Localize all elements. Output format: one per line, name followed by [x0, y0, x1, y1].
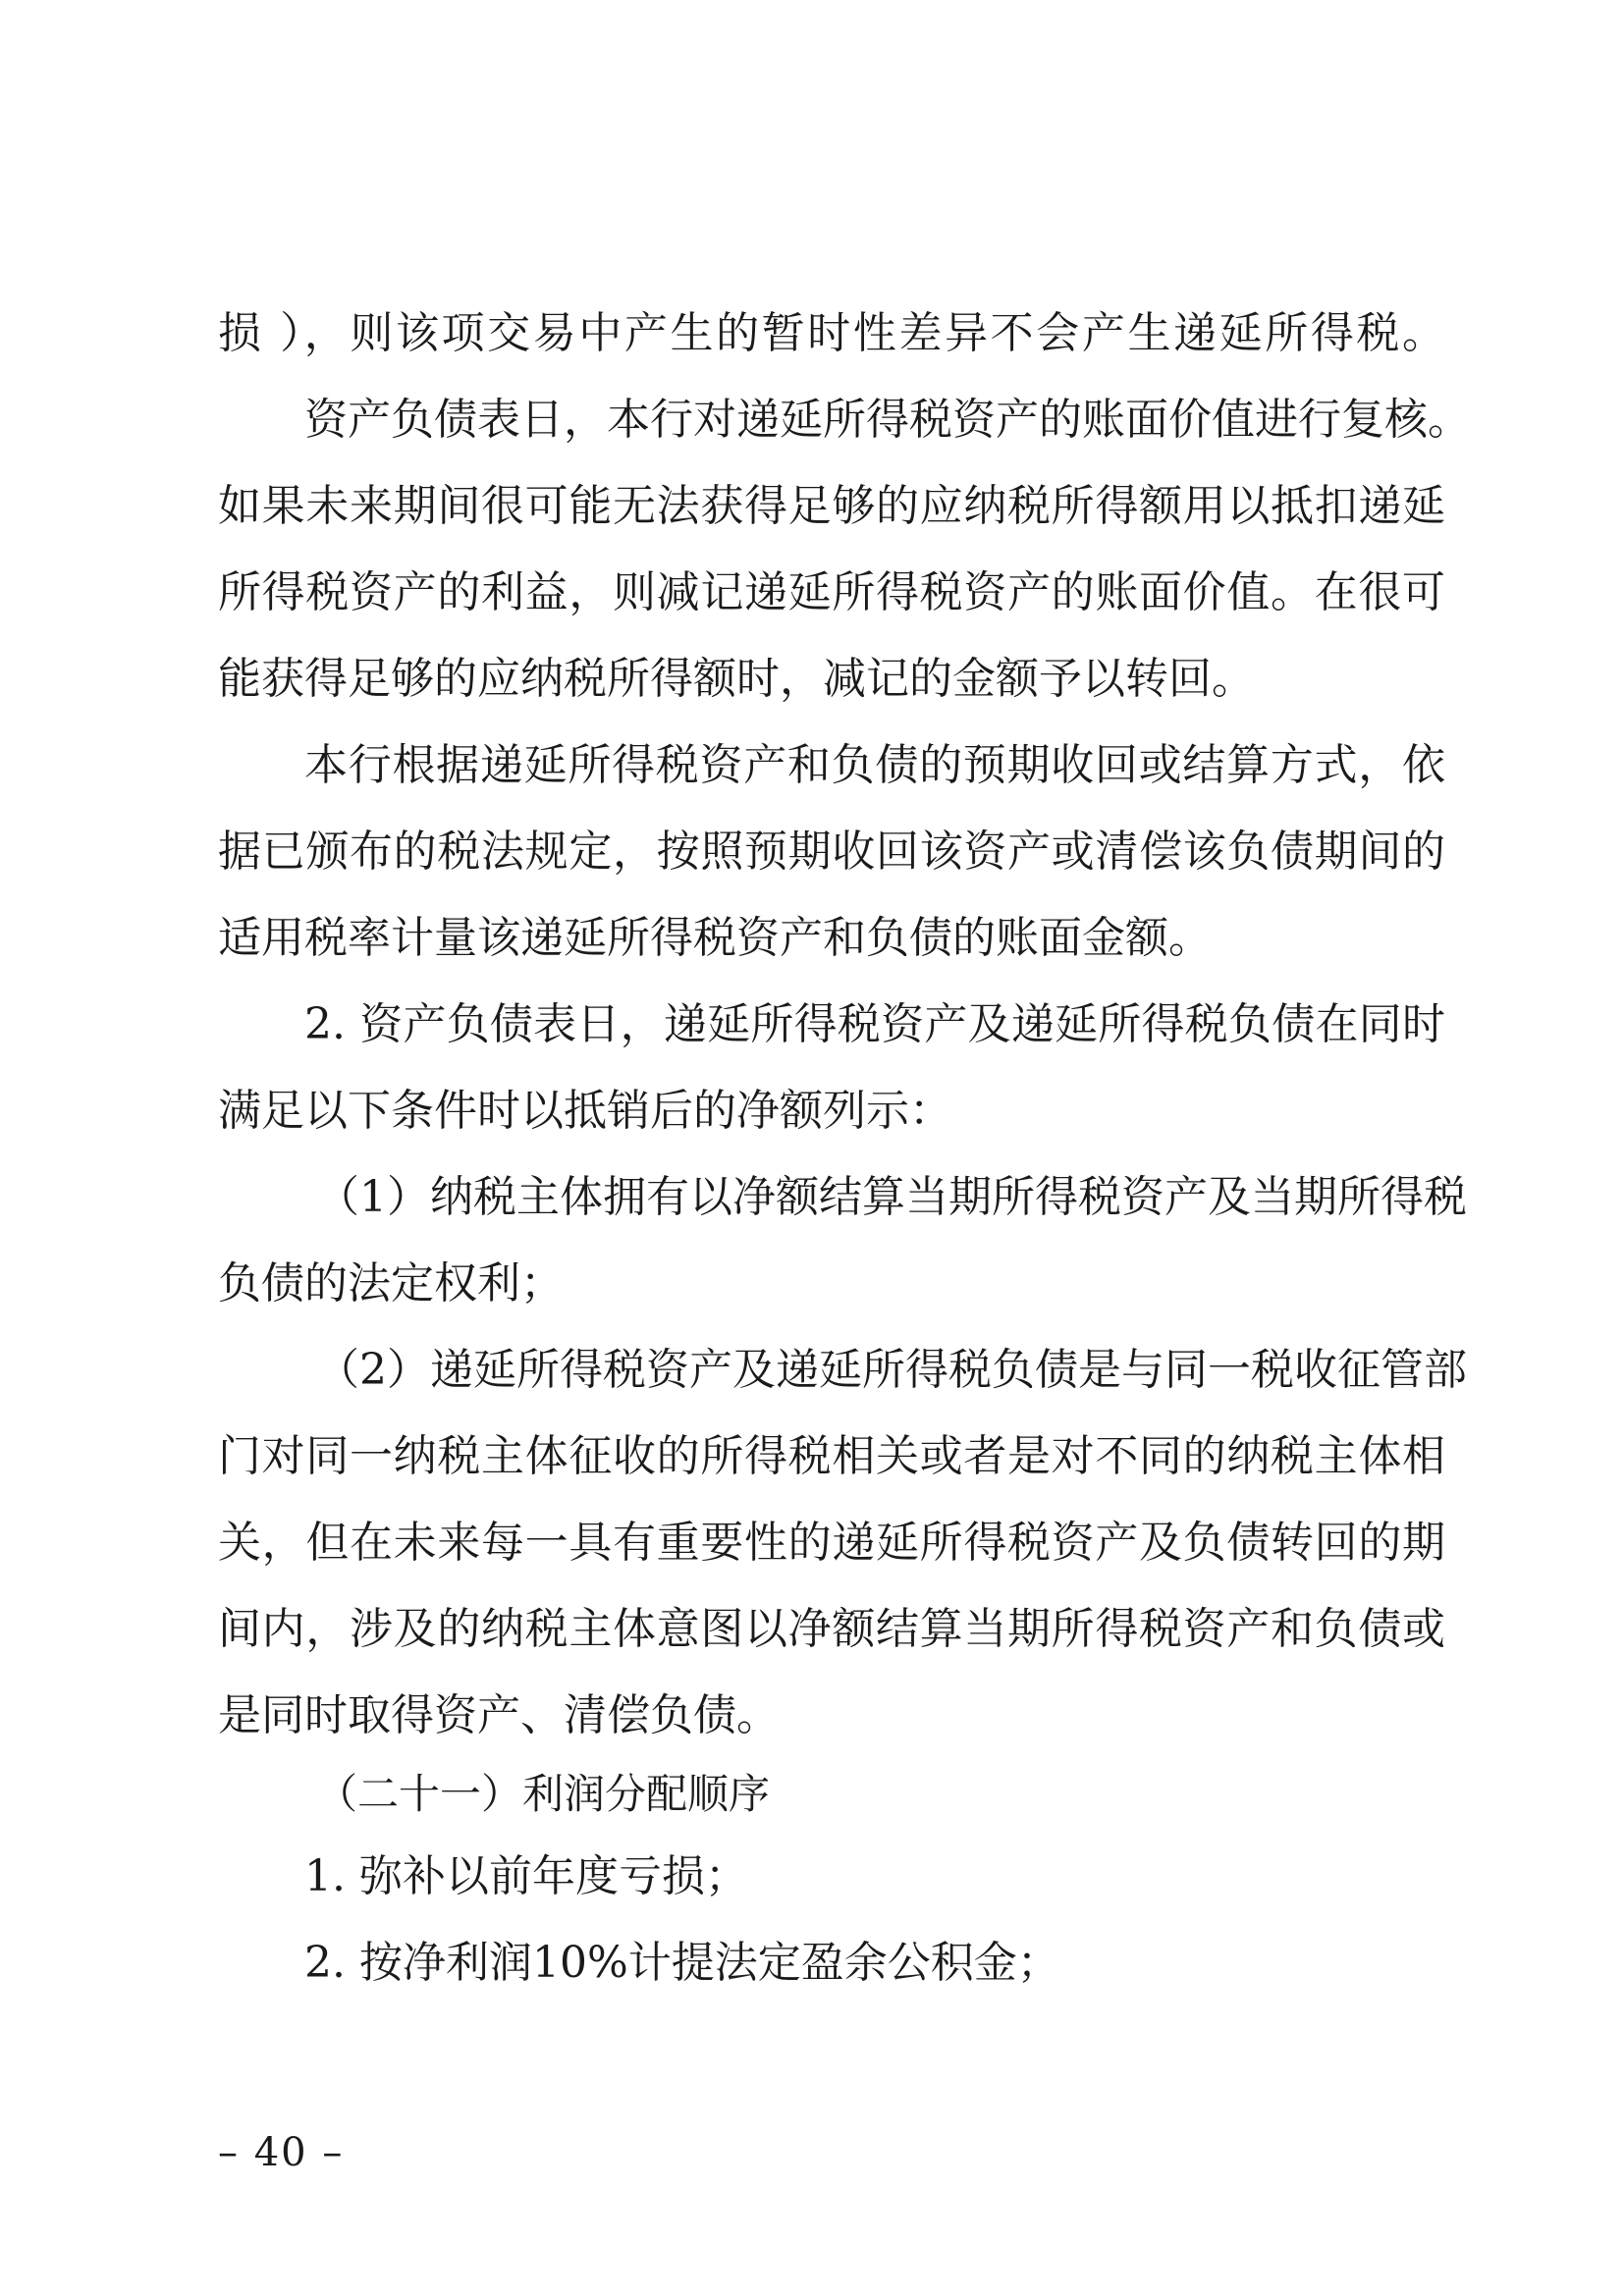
text-line-6: 本行根据递延所得税资产和负债的预期收回或结算方式，依: [304, 740, 1445, 790]
text-line-15: 关，但在未来每一具有重要性的递延所得税资产及负债转回的期: [218, 1518, 1445, 1568]
text-line-9: 2. 资产负债表日，递延所得税资产及递延所得税负债在同时: [304, 999, 1445, 1049]
text-line-3: 如果未来期间很可能无法获得足够的应纳税所得额用以抵扣递延: [218, 481, 1445, 531]
text-line-5: 能获得足够的应纳税所得额时，减记的金额予以转回。: [218, 654, 1255, 704]
list-item-2: 2. 按净利润10%计提法定盈余公积金；: [304, 1938, 1060, 1988]
text-line-12: 负债的法定权利；: [218, 1258, 564, 1308]
text-line-13: （2）递延所得税资产及递延所得税负债是与同一税收征管部: [316, 1345, 1467, 1395]
text-line-14: 门对同一纳税主体征收的所得税相关或者是对不同的纳税主体相: [218, 1431, 1445, 1481]
text-line-4: 所得税资产的利益，则减记递延所得税资产的账面价值。在很可: [218, 567, 1445, 617]
text-line-10: 满足以下条件时以抵销后的净额列示：: [218, 1086, 952, 1136]
list-item-1: 1. 弥补以前年度亏损；: [304, 1851, 748, 1901]
text-line-1: 损 ），则该项交易中产生的暂时性差异不会产生递延所得税。: [218, 308, 1445, 358]
text-line-16: 间内，涉及的纳税主体意图以净额结算当期所得税资产和负债或: [218, 1604, 1445, 1654]
text-line-2: 资产负债表日，本行对递延所得税资产的账面价值进行复核。: [304, 395, 1471, 445]
page-number: – 40 –: [218, 2130, 345, 2175]
text-line-11: （1）纳税主体拥有以净额结算当期所得税资产及当期所得税: [316, 1172, 1467, 1222]
text-line-17: 是同时取得资产、清偿负债。: [218, 1690, 780, 1740]
text-line-7: 据已颁布的税法规定，按照预期收回该资产或清偿该负债期间的: [218, 827, 1445, 877]
text-line-8: 适用税率计量该递延所得税资产和负债的账面金额。: [218, 913, 1212, 963]
section-heading: （二十一）利润分配顺序: [316, 1770, 771, 1818]
